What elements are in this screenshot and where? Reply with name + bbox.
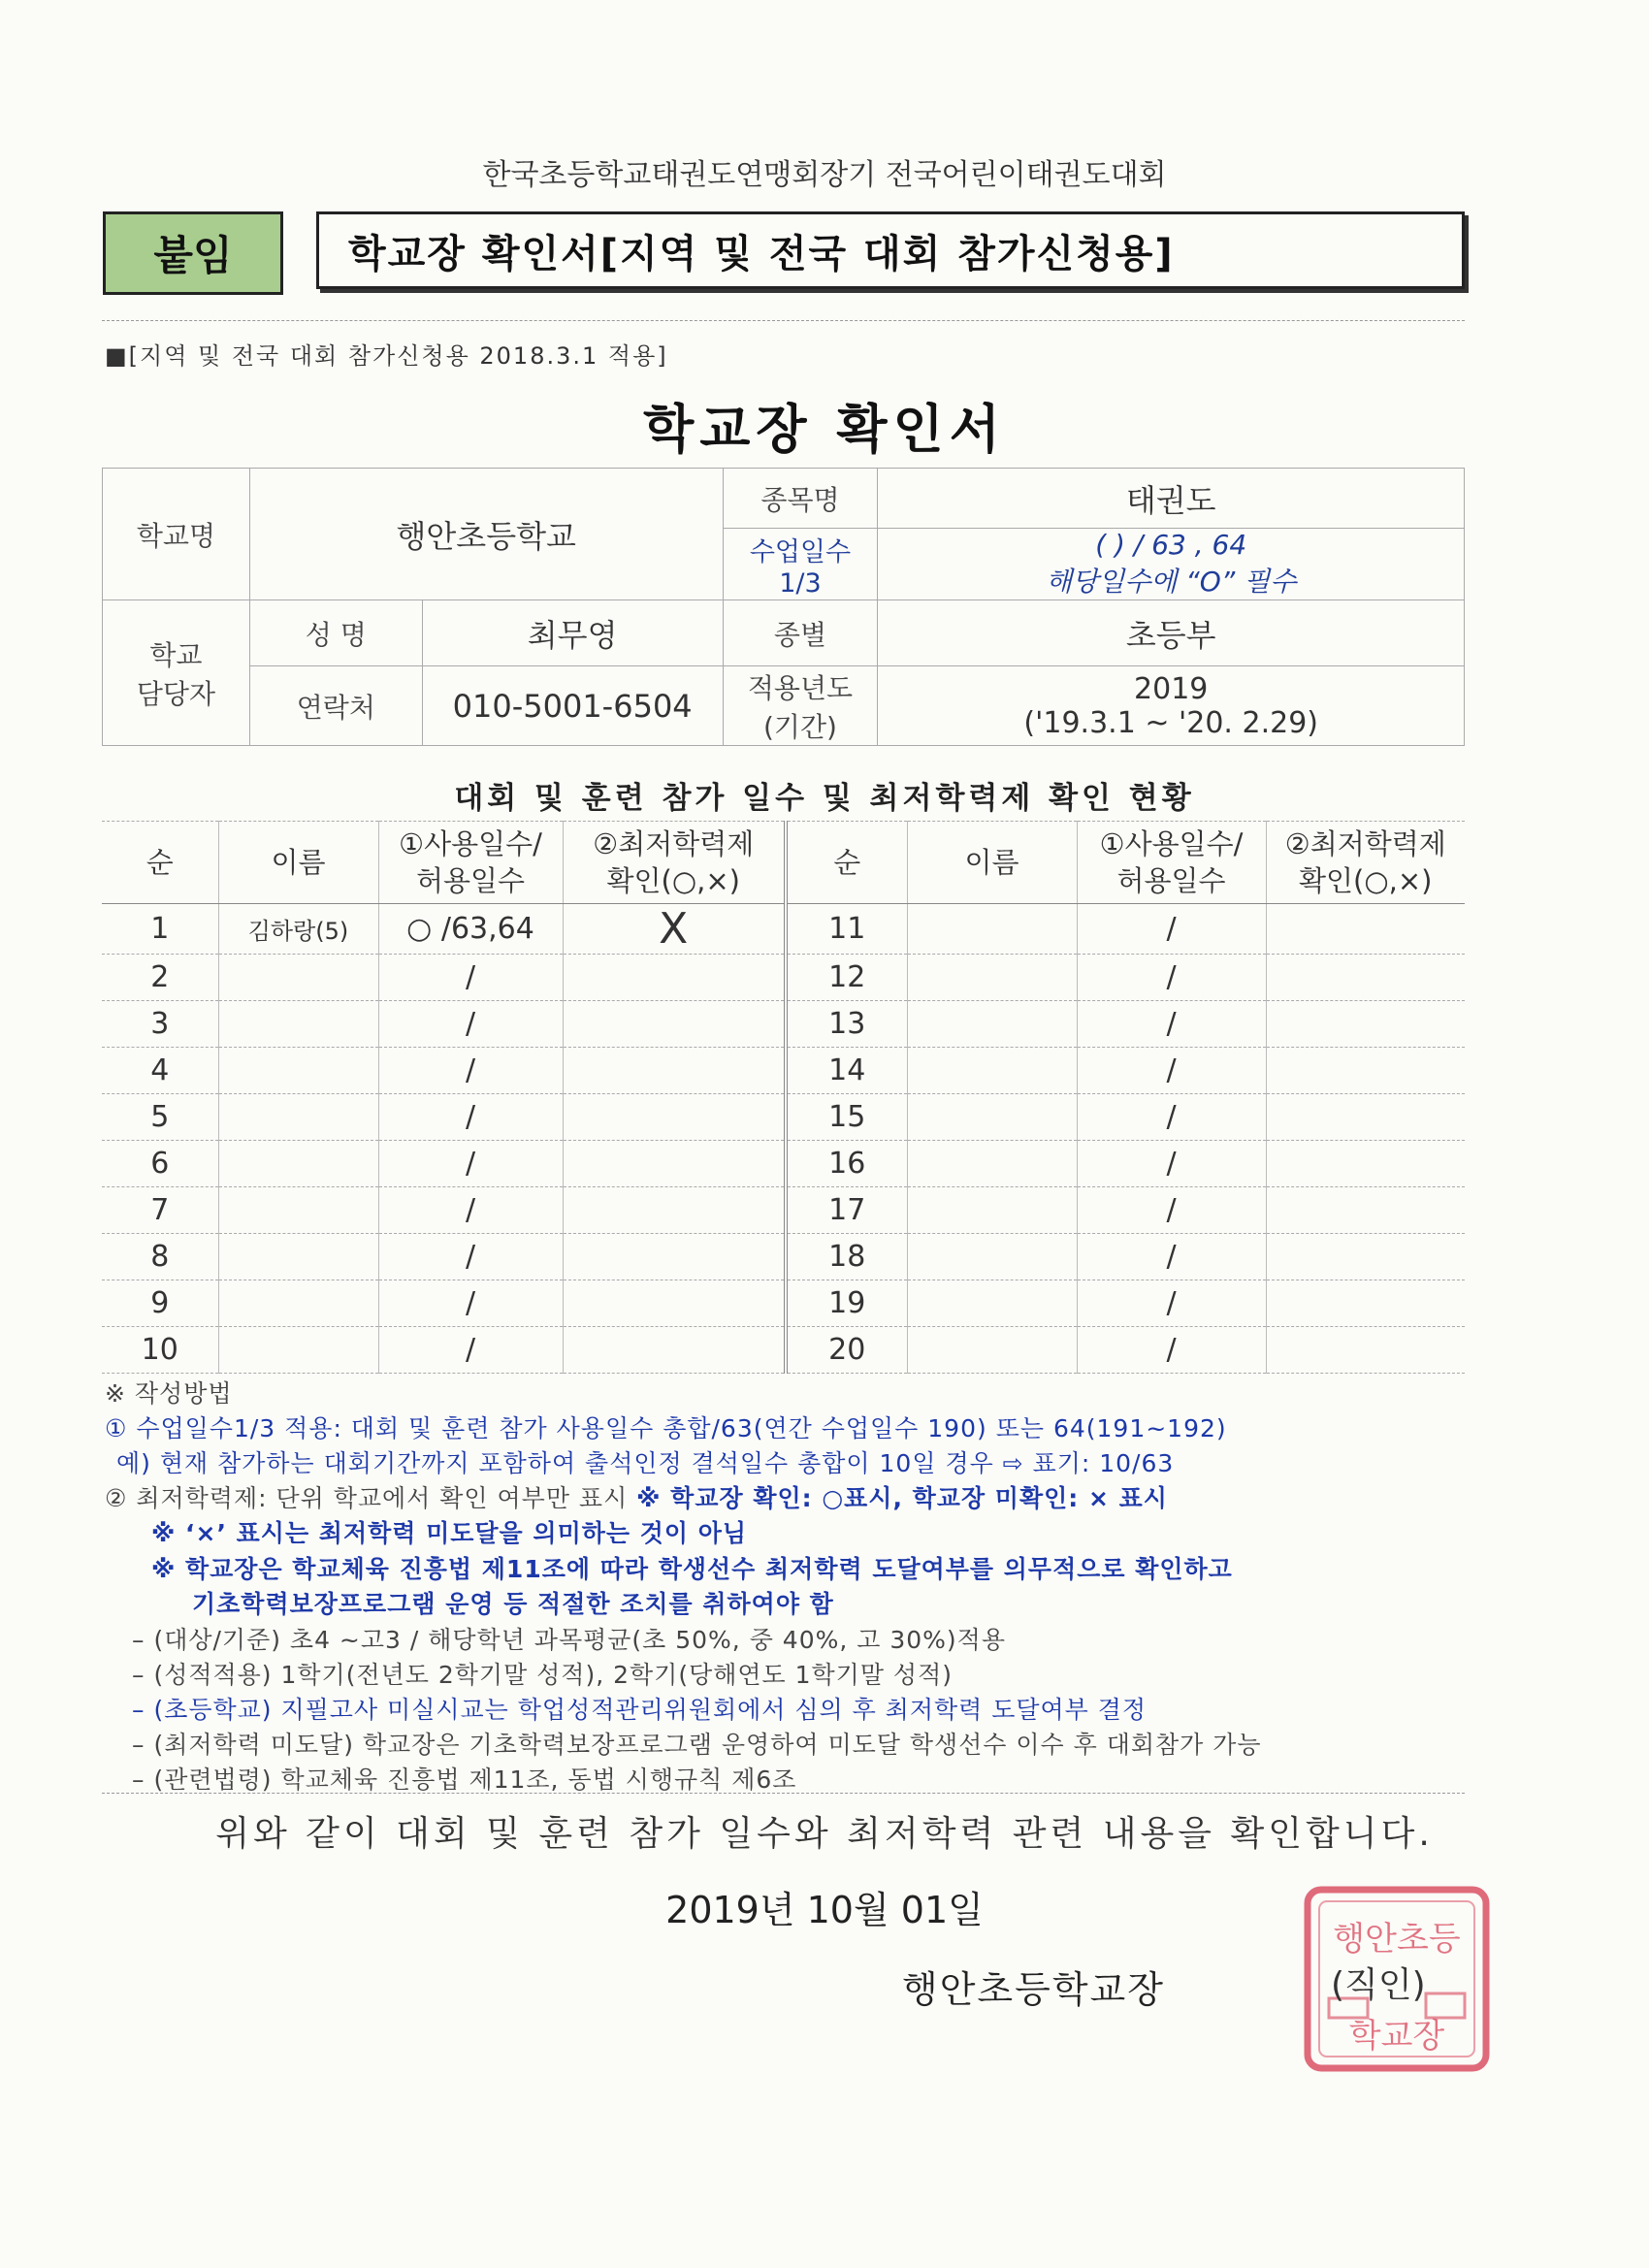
roster-cell-name — [907, 1234, 1077, 1280]
phone-label: 연락처 — [249, 666, 422, 746]
svg-text:행안초등: 행안초등 — [1333, 1920, 1461, 1959]
roster-cell-days: / — [378, 1187, 563, 1234]
roster-cell-days: / — [378, 1001, 563, 1048]
roster-cell-no: 5 — [102, 1094, 218, 1141]
roster-cell-days: / — [378, 1327, 563, 1374]
roster-cell-name — [907, 955, 1077, 1001]
event-label: 종목명 — [723, 469, 878, 529]
method-line-9: – (초등학교) 지필고사 미실시교는 학업성적관리위원회에서 심의 후 최저학력 도달여부 결정 — [132, 1696, 1148, 1724]
roster-row — [102, 1187, 1465, 1234]
roster-row — [102, 1094, 1465, 1141]
roster-cell-days: / — [1077, 1141, 1266, 1187]
roster-cell-no: 17 — [786, 1187, 907, 1234]
contact-group-label — [103, 600, 250, 746]
contact-group-label-line1: 학교 — [149, 638, 203, 671]
roster-cell-name — [218, 1094, 378, 1141]
applicability-note: ■[지역 및 전국 대회 참가신청용 2018.3.1 적용] — [105, 342, 668, 370]
roster-cell-check — [563, 1187, 786, 1234]
roster-table — [102, 821, 1465, 1374]
roster-cell-name — [218, 955, 378, 1001]
year-value-line2: ('19.3.1 ~ '20. 2.29) — [1023, 705, 1318, 740]
roster-cell-name — [218, 1048, 378, 1094]
roster-cell-no: 10 — [102, 1327, 218, 1374]
roster-cell-check: X — [563, 904, 786, 955]
roster-cell-name — [907, 1048, 1077, 1094]
roster-cell-check — [563, 1280, 786, 1327]
seal-label: (직인) — [1331, 1965, 1426, 2005]
header-min-right-line1: ②최저학력제 — [1284, 827, 1446, 860]
roster-row — [102, 1048, 1465, 1094]
roster-cell-name — [218, 1234, 378, 1280]
roster-cell-days: / — [1077, 1280, 1266, 1327]
roster-row — [102, 1001, 1465, 1048]
header-min-line1: ②최저학력제 — [593, 827, 755, 860]
method-line-7: – (대상/기준) 초4 ~고3 / 해당학년 과목평균(초 50%, 중 40%, 고 30%)적용 — [132, 1626, 1006, 1654]
info-table — [102, 468, 1465, 746]
header-days-right-line2: 허용일수 — [1116, 864, 1226, 897]
method-line-2: 예) 현재 참가하는 대회기간까지 포함하여 출석인정 결석일수 총합이 10일 경우 ⇨ 표기: 10/63 — [116, 1449, 1175, 1477]
divider — [102, 1793, 1465, 1794]
roster-cell-no: 11 — [786, 904, 907, 955]
roster-cell-check — [1266, 955, 1465, 1001]
roster-cell-days: / — [1077, 1001, 1266, 1048]
roster-row — [102, 955, 1465, 1001]
roster-cell-check — [563, 1094, 786, 1141]
header-days-line1: ①사용일수/ — [399, 827, 542, 860]
roster-cell-days: / — [378, 1234, 563, 1280]
roster-cell-check — [1266, 904, 1465, 955]
roster-cell-check — [1266, 1187, 1465, 1234]
roster-cell-name — [218, 1280, 378, 1327]
roster-cell-days: / — [378, 1280, 563, 1327]
category-label: 종별 — [723, 600, 878, 666]
roster-cell-days: / — [378, 955, 563, 1001]
year-value-line1: 2019 — [1134, 671, 1209, 706]
roster-cell-no: 20 — [786, 1327, 907, 1374]
roster-cell-days: / — [1077, 955, 1266, 1001]
class-days-label — [723, 529, 878, 600]
school-name-value: 행안초등학교 — [249, 469, 723, 600]
roster-cell-check — [563, 955, 786, 1001]
roster-cell-days: / — [1077, 1094, 1266, 1141]
roster-cell-days: / — [1077, 904, 1266, 955]
roster-cell-no: 19 — [786, 1280, 907, 1327]
category-value: 초등부 — [878, 600, 1465, 666]
school-name-label: 학교명 — [103, 469, 250, 600]
method-line-11: – (관련법령) 학교체육 진흥법 제11조, 동법 시행규칙 제6조 — [132, 1766, 797, 1794]
roster-cell-check — [1266, 1048, 1465, 1094]
divider — [102, 320, 1465, 321]
roster-row — [102, 1327, 1465, 1374]
roster-cell-check — [1266, 1234, 1465, 1280]
roster-cell-no: 14 — [786, 1048, 907, 1094]
header-no-right: 순 — [786, 822, 907, 904]
roster-cell-name — [907, 1327, 1077, 1374]
roster-cell-no: 3 — [102, 1001, 218, 1048]
roster-cell-name — [218, 1001, 378, 1048]
year-label-line1: 적용년도 — [747, 671, 854, 704]
roster-cell-no: 18 — [786, 1234, 907, 1280]
roster-cell-name — [907, 1187, 1077, 1234]
header-min-right-line2: 확인(○,×) — [1299, 864, 1433, 897]
roster-cell-check — [1266, 1141, 1465, 1187]
roster-cell-name — [907, 1001, 1077, 1048]
method-line-1: ① 수업일수1/3 적용: 대회 및 훈련 참가 사용일수 총합/63(연간 수업일수 190) 또는 64(191~192) — [105, 1414, 1227, 1442]
principal-name: 행안초등학교장 — [902, 1968, 1165, 2011]
method-heading: ※ 작성방법 — [105, 1379, 233, 1408]
class-days-label-line1: 수업일수 — [749, 536, 852, 567]
roster-cell-days: / — [1077, 1048, 1266, 1094]
roster-cell-no: 8 — [102, 1234, 218, 1280]
confirmation-statement: 위와 같이 대회 및 훈련 참가 일수와 최저학력 관련 내용을 확인합니다. — [215, 1814, 1434, 1854]
roster-cell-no: 7 — [102, 1187, 218, 1234]
roster-cell-no: 1 — [102, 904, 218, 955]
header-days-right — [1077, 822, 1266, 904]
roster-cell-no: 4 — [102, 1048, 218, 1094]
roster-cell-days: / — [1077, 1187, 1266, 1234]
document-title: 학교장 확인서 — [643, 399, 1006, 460]
roster-row — [102, 1141, 1465, 1187]
svg-text:학교장: 학교장 — [1348, 2017, 1445, 2056]
class-days-value-line2: 해당일수에 “O” 필수 — [1046, 566, 1297, 598]
method-line-3a: ② 최저학력제: 단위 학교에서 확인 여부만 표시 — [105, 1484, 637, 1512]
method-line-3b: ※ 학교장 확인: ○표시, 학교장 미확인: × 표시 — [636, 1484, 1168, 1512]
header-days-right-line1: ①사용일수/ — [1099, 827, 1244, 860]
roster-cell-days: ○ /63,64 — [378, 904, 563, 955]
class-days-label-line2: 1/3 — [779, 567, 822, 599]
method-line-3 — [105, 1479, 1168, 1514]
phone-value: 010-5001-6504 — [422, 666, 723, 746]
header-min-level-right — [1266, 822, 1465, 904]
roster-cell-name — [907, 904, 1077, 955]
method-line-5: ※ 학교장은 학교체육 진흥법 제11조에 따라 학생선수 최저학력 도달여부를 의무적으로 확인하고 — [151, 1555, 1233, 1583]
contact-group-label-line2: 담당자 — [136, 677, 216, 710]
year-label — [723, 666, 878, 746]
header-min-level — [563, 822, 786, 904]
header-name-right: 이름 — [907, 822, 1077, 904]
header-min-line2: 확인(○,×) — [606, 864, 740, 897]
roster-cell-check — [563, 1234, 786, 1280]
roster-cell-no: 12 — [786, 955, 907, 1001]
person-name-label: 성 명 — [249, 600, 422, 666]
roster-cell-check — [563, 1048, 786, 1094]
roster-cell-no: 2 — [102, 955, 218, 1001]
method-line-6: 기초학력보장프로그램 운영 등 적절한 조치를 취하여야 함 — [192, 1590, 834, 1618]
roster-cell-days: / — [378, 1048, 563, 1094]
organization-header: 한국초등학교태권도연맹회장기 전국어린이태권도대회 — [482, 158, 1167, 192]
roster-cell-name — [218, 1141, 378, 1187]
roster-cell-no: 16 — [786, 1141, 907, 1187]
roster-cell-no: 6 — [102, 1141, 218, 1187]
roster-cell-check — [563, 1327, 786, 1374]
roster-cell-check — [1266, 1327, 1465, 1374]
roster-cell-no: 9 — [102, 1280, 218, 1327]
roster-row — [102, 904, 1465, 955]
roster-cell-days: / — [1077, 1327, 1266, 1374]
roster-cell-name: 김하랑(5) — [218, 904, 378, 955]
roster-cell-no: 15 — [786, 1094, 907, 1141]
method-line-8: – (성적적용) 1학기(전년도 2학기말 성적), 2학기(당해연도 1학기말 성적) — [132, 1661, 953, 1689]
year-value — [878, 666, 1465, 746]
attachment-label: 붙임 — [103, 211, 283, 295]
person-name-value: 최무영 — [422, 600, 723, 666]
issue-date: 2019년 10월 01일 — [665, 1889, 984, 1931]
roster-cell-name — [218, 1327, 378, 1374]
roster-cell-name — [218, 1187, 378, 1234]
roster-cell-check — [563, 1001, 786, 1048]
roster-cell-name — [907, 1094, 1077, 1141]
event-value: 태권도 — [878, 469, 1465, 529]
roster-cell-check — [1266, 1001, 1465, 1048]
header-no: 순 — [102, 822, 218, 904]
header-name: 이름 — [218, 822, 378, 904]
form-title-box: 학교장 확인서[지역 및 전국 대회 참가신청용] — [316, 211, 1465, 289]
year-label-line2: (기간) — [763, 710, 837, 743]
roster-cell-days: / — [378, 1141, 563, 1187]
header-days — [378, 822, 563, 904]
class-days-value — [878, 529, 1465, 600]
roster-row — [102, 1280, 1465, 1327]
roster-cell-days: / — [1077, 1234, 1266, 1280]
roster-cell-check — [1266, 1280, 1465, 1327]
method-line-10: – (최저학력 미도달) 학교장은 기초학력보장프로그램 운영하여 미도달 학생선수 이수 후 대회참가 가능 — [132, 1731, 1262, 1759]
roster-row — [102, 1234, 1465, 1280]
method-line-4: ※ ‘×’ 표시는 최저학력 미도달을 의미하는 것이 아님 — [151, 1519, 748, 1547]
roster-cell-name — [907, 1141, 1077, 1187]
roster-cell-check — [1266, 1094, 1465, 1141]
header-days-line2: 허용일수 — [415, 864, 526, 897]
roster-cell-name — [907, 1280, 1077, 1327]
roster-cell-check — [563, 1141, 786, 1187]
roster-subtitle: 대회 및 훈련 참가 일수 및 최저학력제 확인 현황 — [454, 781, 1195, 816]
roster-cell-days: / — [378, 1094, 563, 1141]
class-days-value-line1: ( ) / 63 , 64 — [1095, 529, 1247, 561]
roster-cell-no: 13 — [786, 1001, 907, 1048]
